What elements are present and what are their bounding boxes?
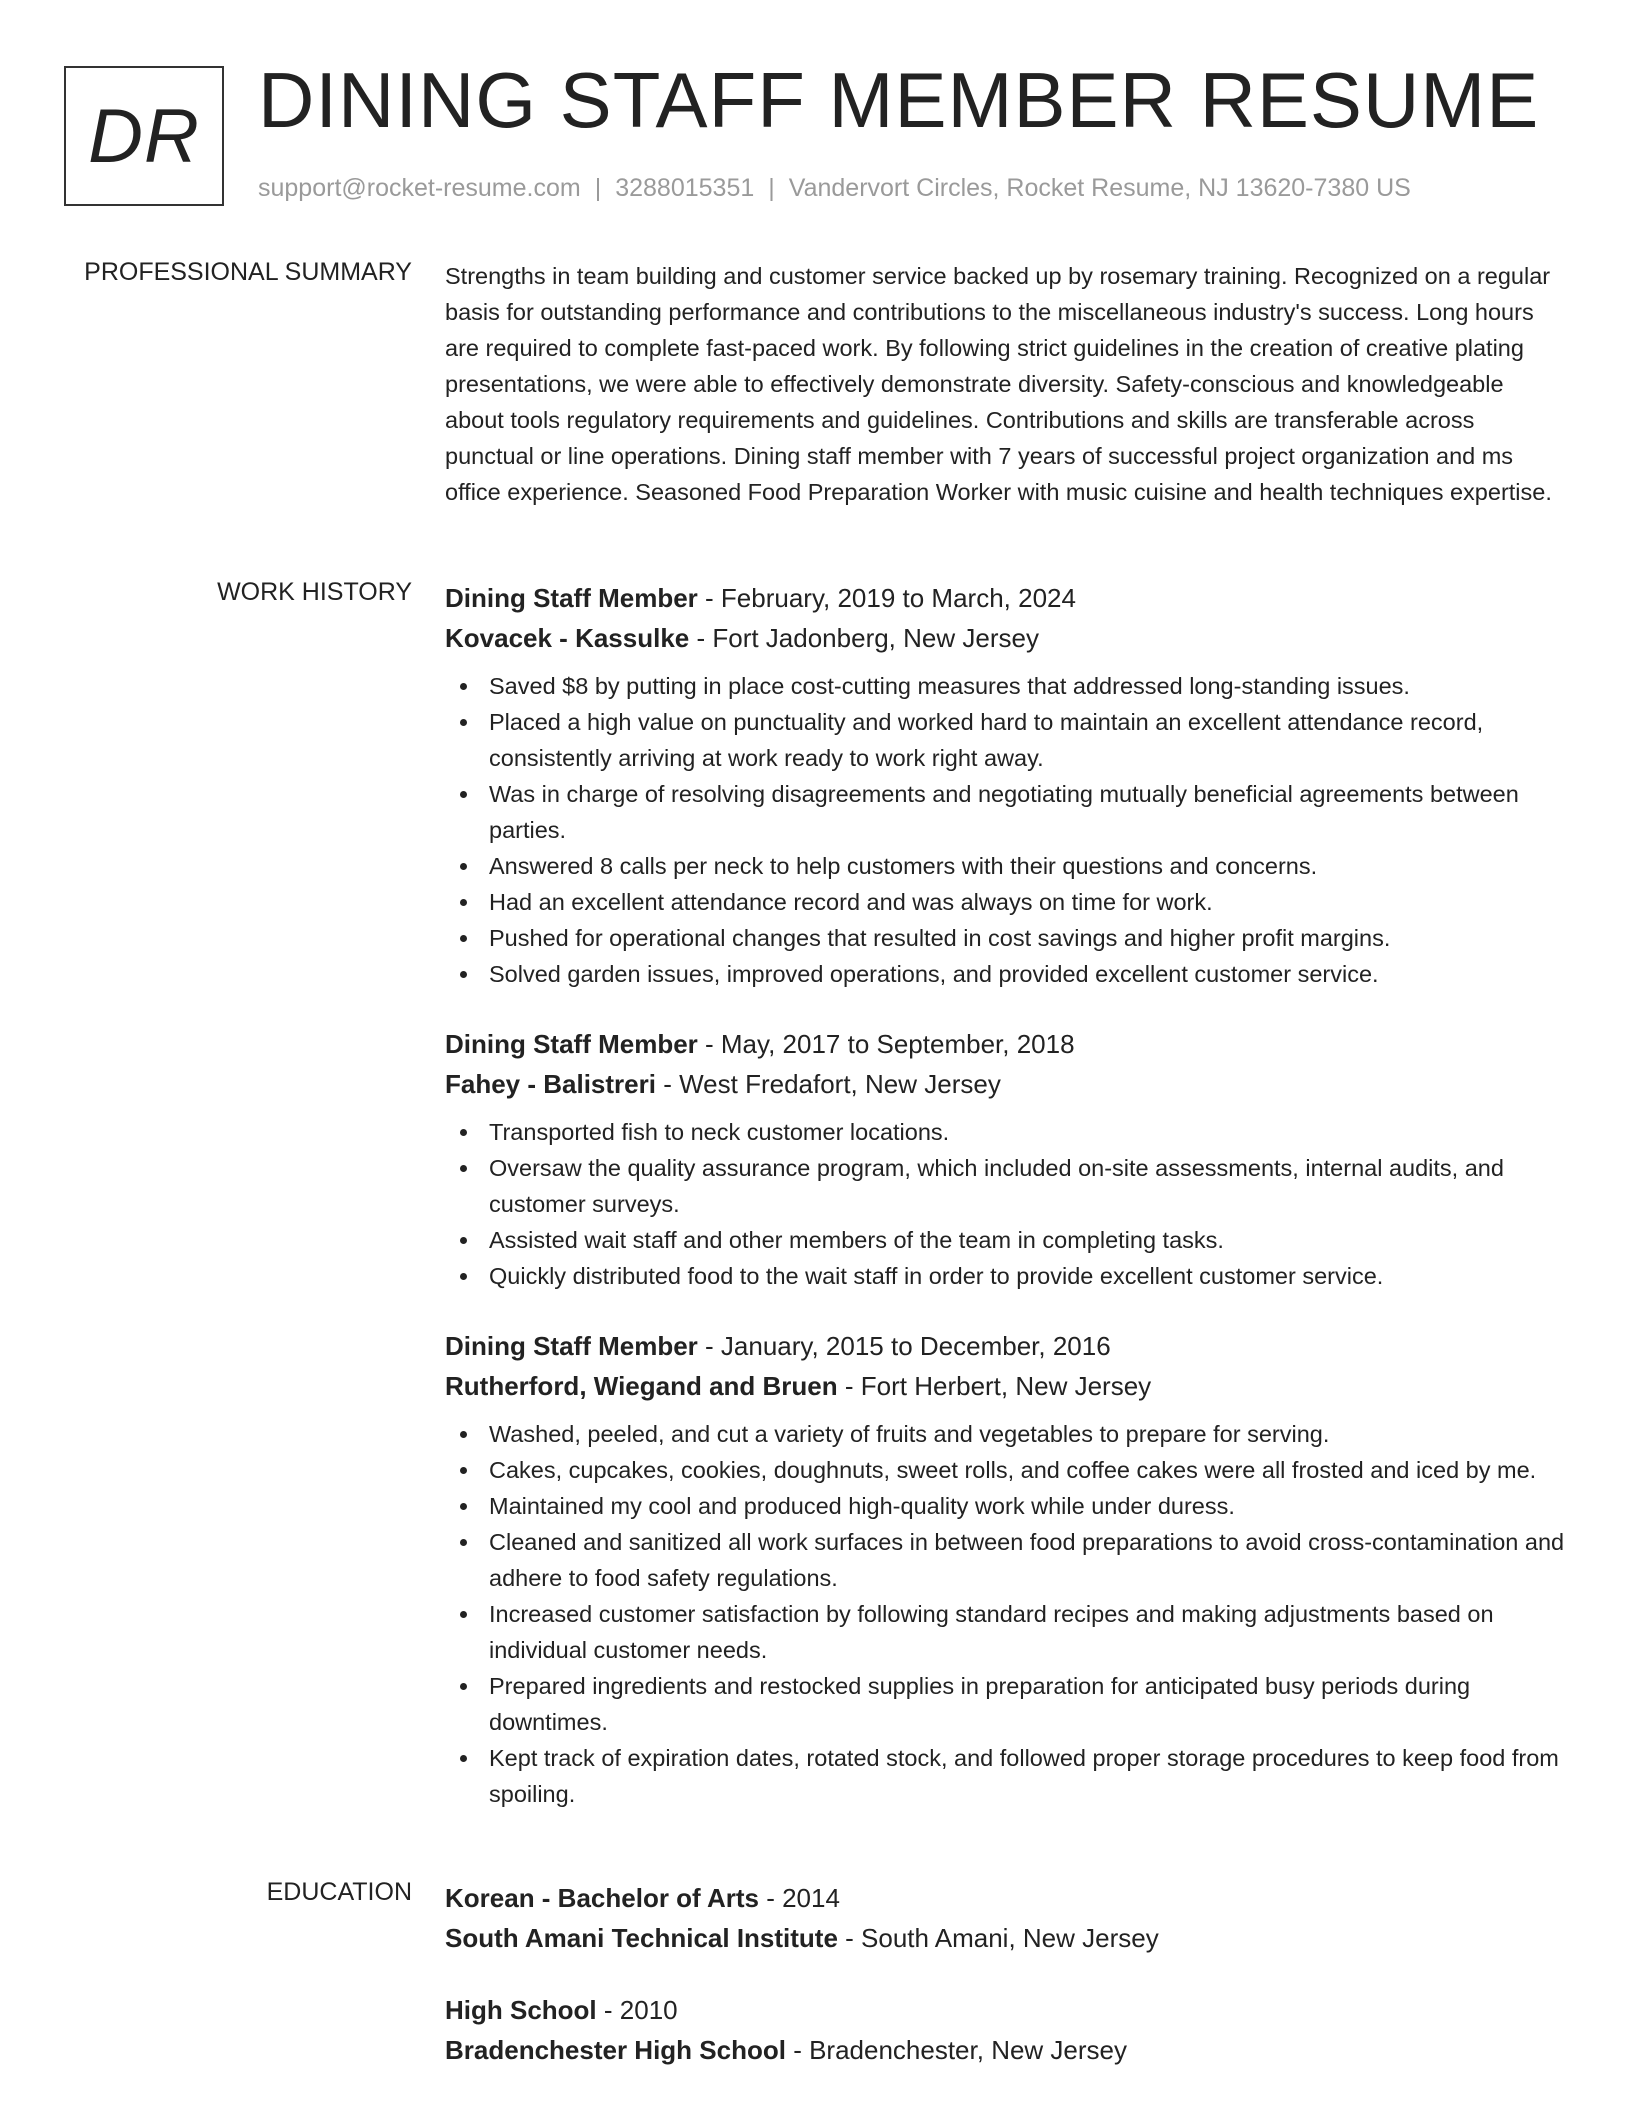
job-bullets <box>445 668 1565 992</box>
education-degree-line <box>445 1990 1565 2030</box>
job-title-line <box>445 578 1565 618</box>
education-list <box>445 1878 1565 2102</box>
contact-email[interactable]: support@rocket-resume.com <box>258 174 581 202</box>
job-role: Dining Staff Member <box>445 1331 698 1361</box>
job-location: - West Fredafort, New Jersey <box>655 1069 1001 1099</box>
job-location: - Fort Herbert, New Jersey <box>837 1371 1152 1401</box>
education-location: - South Amani, New Jersey <box>837 1923 1159 1953</box>
job-company-line <box>445 1366 1565 1406</box>
job-bullet: Assisted wait staff and other members of the team in completing tasks. <box>445 1222 1565 1258</box>
summary-text: Strengths in team building and customer service backed up by rosemary training. Recognized on a regular basis for outstanding performance and contributions to the miscellaneous industry's success. Long hours are required to complete fast-paced work. By following strict guidelines in the creation of creative plating presentations, we were able to effectively demonstrate diversity. Safety-conscious and knowledgeable about tools regulatory requirements and guidelines. Contributions and skills are transferable across punctual or line operations. Dining staff member with 7 years of successful project organization and ms office experience. Seasoned Food Preparation Worker with music cuisine and health techniques expertise. <box>445 263 1552 505</box>
education-school: Bradenchester High School <box>445 2035 786 2065</box>
job-dates: - January, 2015 to December, 2016 <box>697 1331 1111 1361</box>
job-bullet: Cakes, cupcakes, cookies, doughnuts, sweet rolls, and coffee cakes were all frosted and iced by me. <box>445 1452 1565 1488</box>
job-bullet: Prepared ingredients and restocked supplies in preparation for anticipated busy periods during downtimes. <box>445 1668 1565 1740</box>
education-heading: EDUCATION <box>266 1878 412 1906</box>
education-degree-line <box>445 1878 1565 1918</box>
work-history-list <box>445 578 1565 1844</box>
job-entry <box>445 1326 1565 1812</box>
contact-separator: | <box>768 174 775 202</box>
job-entry <box>445 1024 1565 1294</box>
job-company-line <box>445 618 1565 658</box>
education-degree: High School <box>445 1995 597 2025</box>
job-bullet: Saved $8 by putting in place cost-cutting measures that addressed long-standing issues. <box>445 668 1565 704</box>
job-bullet: Solved garden issues, improved operations, and provided excellent customer service. <box>445 956 1565 992</box>
job-bullet: Placed a high value on punctuality and worked hard to maintain an excellent attendance record, consistently arriving at work ready to work right away. <box>445 704 1565 776</box>
education-year: - 2014 <box>758 1883 840 1913</box>
job-company: Kovacek - Kassulke <box>445 623 690 653</box>
education-entry <box>445 1878 1565 1958</box>
monogram-initials: DR <box>88 93 200 179</box>
contact-line <box>258 174 1411 203</box>
job-company: Rutherford, Wiegand and Bruen <box>445 1371 838 1401</box>
job-location: - Fort Jadonberg, New Jersey <box>689 623 1039 653</box>
job-title-line <box>445 1024 1565 1064</box>
job-role: Dining Staff Member <box>445 1029 698 1059</box>
education-year: - 2010 <box>596 1995 678 2025</box>
job-role: Dining Staff Member <box>445 583 698 613</box>
job-entry <box>445 578 1565 992</box>
job-company-line <box>445 1064 1565 1104</box>
job-bullet: Was in charge of resolving disagreements and negotiating mutually beneficial agreements between parties. <box>445 776 1565 848</box>
education-school-line <box>445 2030 1565 2070</box>
resume-title: DINING STAFF MEMBER RESUME <box>258 56 1540 144</box>
education-location: - Bradenchester, New Jersey <box>785 2035 1128 2065</box>
job-bullet: Transported fish to neck customer locations. <box>445 1114 1565 1150</box>
job-bullets <box>445 1114 1565 1294</box>
education-school: South Amani Technical Institute <box>445 1923 838 1953</box>
job-bullet: Oversaw the quality assurance program, which included on-site assessments, internal audits, and customer surveys. <box>445 1150 1565 1222</box>
education-entry <box>445 1990 1565 2070</box>
contact-separator: | <box>594 174 602 202</box>
job-bullet: Quickly distributed food to the wait staff in order to provide excellent customer service. <box>445 1258 1565 1294</box>
job-bullet: Maintained my cool and produced high-quality work while under duress. <box>445 1488 1565 1524</box>
job-bullet: Kept track of expiration dates, rotated stock, and followed proper storage procedures to keep food from spoiling. <box>445 1740 1565 1812</box>
job-bullet: Had an excellent attendance record and was always on time for work. <box>445 884 1565 920</box>
job-dates: - February, 2019 to March, 2024 <box>697 583 1076 613</box>
summary-heading: PROFESSIONAL SUMMARY <box>84 258 412 286</box>
job-dates: - May, 2017 to September, 2018 <box>697 1029 1075 1059</box>
contact-address: Vandervort Circles, Rocket Resume, NJ 13620-7380 US <box>788 174 1411 202</box>
monogram-badge <box>64 66 224 206</box>
education-degree: Korean - Bachelor of Arts <box>445 1883 759 1913</box>
education-school-line <box>445 1918 1565 1958</box>
job-bullet: Pushed for operational changes that resulted in cost savings and higher profit margins. <box>445 920 1565 956</box>
job-bullet: Answered 8 calls per neck to help customers with their questions and concerns. <box>445 848 1565 884</box>
contact-phone[interactable]: 3288015351 <box>615 174 755 202</box>
work-history-heading: WORK HISTORY <box>217 578 412 606</box>
job-bullet: Increased customer satisfaction by following standard recipes and making adjustments based on individual customer needs. <box>445 1596 1565 1668</box>
job-bullets <box>445 1416 1565 1812</box>
job-bullet: Cleaned and sanitized all work surfaces in between food preparations to avoid cross-contamination and adhere to food safety regulations. <box>445 1524 1565 1596</box>
job-title-line <box>445 1326 1565 1366</box>
job-bullet: Washed, peeled, and cut a variety of fruits and vegetables to prepare for serving. <box>445 1416 1565 1452</box>
job-company: Fahey - Balistreri <box>445 1069 656 1099</box>
